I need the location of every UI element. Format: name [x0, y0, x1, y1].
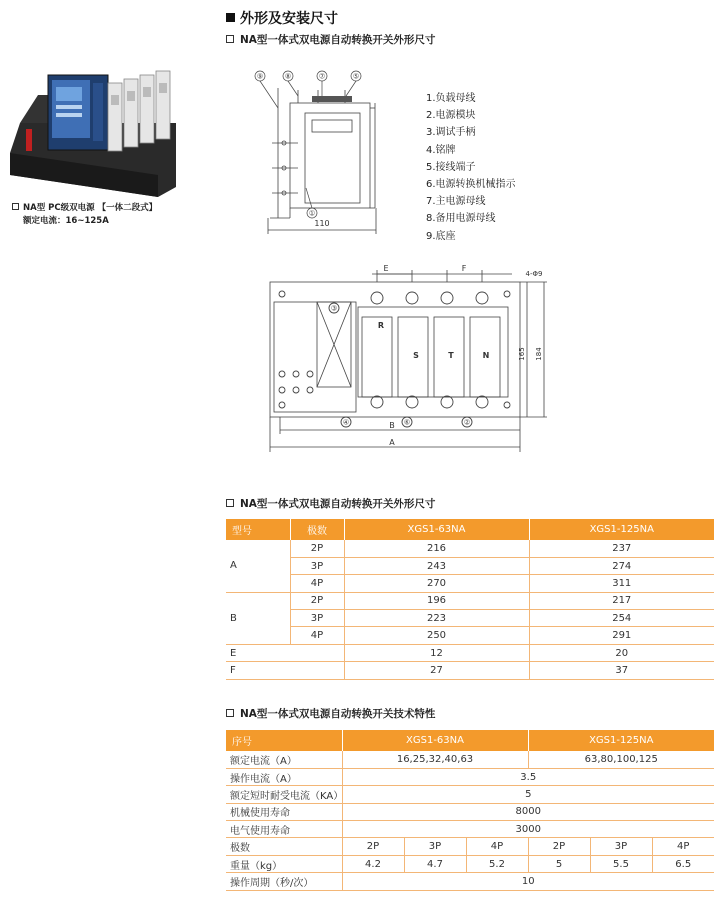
table-row: 操作电流（A） 3.5	[226, 768, 714, 785]
table-row: 3P 243 274	[226, 557, 714, 574]
row-label: E	[226, 644, 344, 661]
table-row: 额定电流（A） 16,25,32,40,63 63,80,100,125	[226, 751, 714, 768]
dim-a-label: A	[389, 438, 395, 447]
callout-8: ⑧	[284, 72, 292, 81]
column-header: 极数	[290, 519, 344, 540]
callout-6: ⑥	[403, 418, 411, 427]
legend-item: 5.接线端子	[426, 161, 476, 173]
specs-table	[226, 730, 714, 891]
table-row: 电气使用寿命 3000	[226, 821, 714, 838]
legend-item: 7.主电源母线	[426, 196, 486, 208]
legend-item: 2.电源模块	[426, 110, 476, 122]
table-row: 4P 270 311	[226, 575, 714, 592]
callout-4: ④	[342, 418, 350, 427]
column-header: XGS1-125NA	[529, 519, 714, 540]
dim-165-label: 165	[518, 347, 526, 361]
page-title: 外形及安装尺寸	[226, 8, 338, 28]
checkbox-square-icon	[12, 203, 19, 210]
section-title-dims: NA型一体式双电源自动转换开关外形尺寸	[226, 496, 435, 511]
pole-label-t: T	[448, 351, 454, 360]
callout-3: ③	[330, 304, 338, 313]
section-title-drawing: NA型一体式双电源自动转换开关外形尺寸	[226, 32, 435, 47]
column-header: 型号	[226, 519, 290, 540]
legend-item: 4.铭牌	[426, 144, 456, 156]
legend-item: 3.调试手柄	[426, 127, 476, 139]
checkbox-square-icon	[226, 709, 234, 717]
legend-item: 9.底座	[426, 230, 456, 242]
checkbox-square-icon	[226, 35, 234, 43]
row-label: A	[226, 540, 290, 592]
dimensions-table	[226, 519, 714, 680]
table-row: 重量（kg） 4.2 4.7 5.2 5 5.5 6.5	[226, 855, 714, 872]
pole-label-s: S	[413, 351, 419, 360]
column-header: XGS1-63NA	[344, 519, 529, 540]
legend-item: 6.电源转换机械指示	[426, 179, 516, 191]
product-photo	[8, 65, 178, 200]
dim-e-label: E	[383, 264, 389, 273]
callout-5: ⑤	[352, 72, 360, 81]
table-row: E 12 20	[226, 644, 714, 661]
callout-9: ⑨	[256, 72, 264, 81]
callout-2: ②	[463, 418, 471, 427]
table-row: 机械使用寿命 8000	[226, 803, 714, 820]
legend-item: 1.负载母线	[426, 93, 476, 104]
bullet-square-icon	[226, 13, 235, 22]
dim-b-label: B	[389, 421, 395, 430]
column-header: XGS1-125NA	[528, 730, 714, 751]
table-row: B 2P 196 217	[226, 592, 714, 609]
table-row: 操作周期（秒/次） 10	[226, 873, 714, 890]
callout-7: ⑦	[318, 72, 326, 81]
row-label: B	[226, 592, 290, 644]
table-row: 极数 2P 3P 4P 2P 3P 4P	[226, 838, 714, 855]
dim-184-label: 184	[535, 347, 543, 361]
pole-label-r: R	[377, 321, 385, 330]
parts-legend	[426, 90, 516, 245]
front-view-drawing	[262, 262, 552, 462]
legend-item: 8.备用电源母线	[426, 213, 496, 225]
section-title-specs: NA型一体式双电源自动转换开关技术特性	[226, 706, 435, 721]
table-row: 额定短时耐受电流（KA） 5	[226, 786, 714, 803]
checkbox-square-icon	[226, 499, 234, 507]
pole-label-n: N	[482, 351, 490, 360]
table-row: 4P 250 291	[226, 627, 714, 644]
row-label: F	[226, 662, 344, 679]
column-header: XGS1-63NA	[342, 730, 528, 751]
column-header: 序号	[226, 730, 342, 751]
table-row: 3P 223 254	[226, 610, 714, 627]
callout-1: ①	[308, 209, 316, 218]
dim-110-label: 110	[314, 219, 330, 228]
dim-f-label: F	[461, 264, 467, 273]
side-view-drawing	[250, 68, 390, 243]
table-row: F 27 37	[226, 662, 714, 679]
product-caption: NA型 PC级双电源 【一体二段式】 额定电流：16~125A	[12, 202, 157, 228]
holes-label: 4-Φ9	[525, 270, 543, 278]
table-row: A 2P 216 237	[226, 540, 714, 557]
